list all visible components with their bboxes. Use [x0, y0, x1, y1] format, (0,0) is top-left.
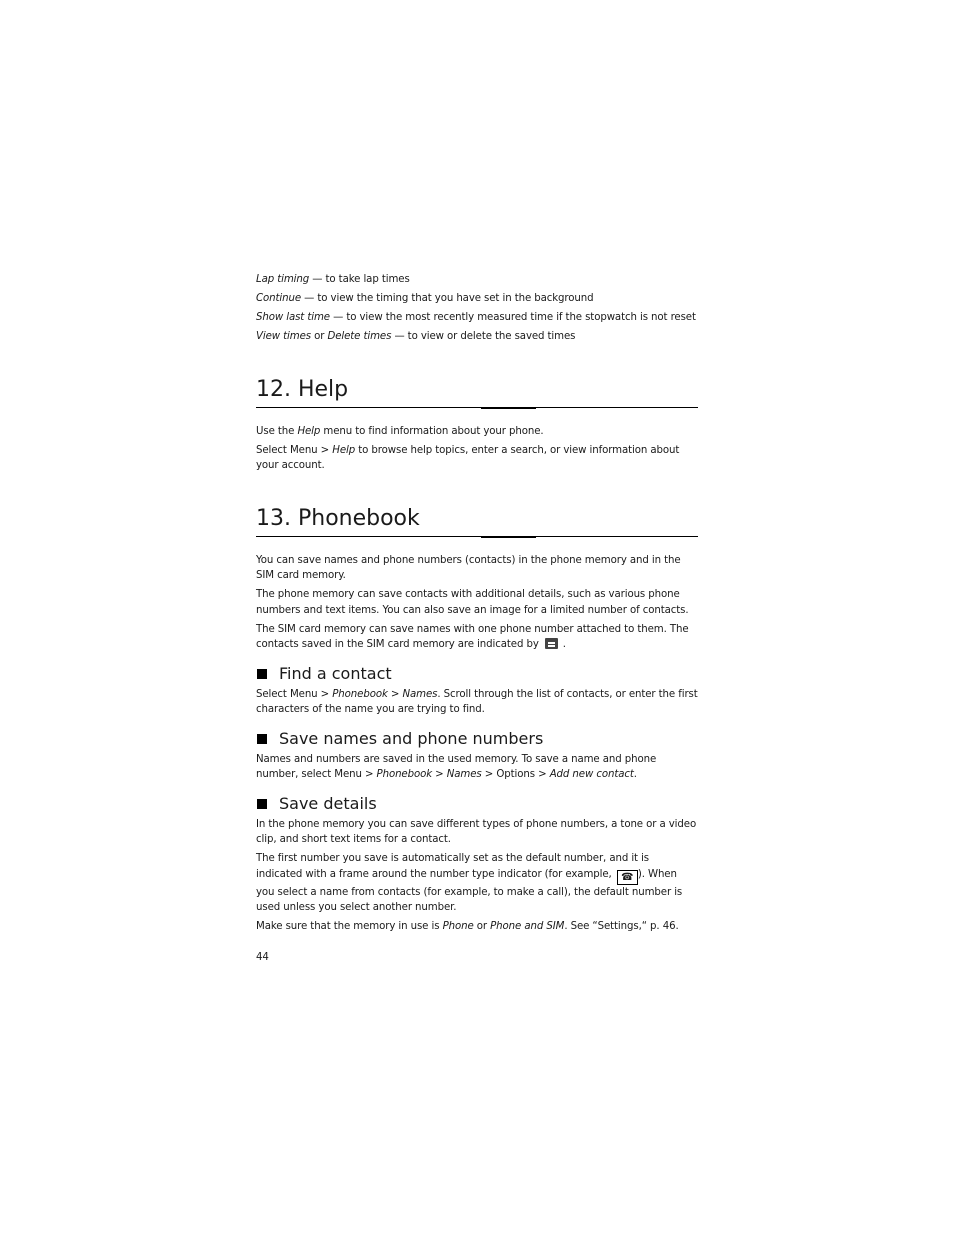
section-heading-save-details: Save details: [256, 793, 698, 815]
phonebook-paragraph: You can save names and phone numbers (contacts) in the phone memory and in the SIM card memory.: [256, 554, 681, 581]
section-heading-save-names: Save names and phone numbers: [256, 728, 698, 750]
save-details-paragraph: In the phone memory you can save different types of phone numbers, a tone or a video clip, and short text items for a contact.: [256, 818, 697, 845]
phonebook-body: [256, 553, 698, 653]
save-details-paragraph: Make sure that the memory in use is Phone or Phone and SIM. See “Settings,“ p. 46.: [256, 921, 679, 932]
chapter-heading-help: 12. Help: [256, 375, 698, 408]
save-details-paragraph: The first number you save is automatically set as the default number, and it is indicated with a frame around the number type indicator (for example, ☎ ). When you select a name from contacts (for example, to make a call), the default number is used unless you select another number.: [256, 853, 683, 913]
manual-page: [256, 272, 698, 965]
stopwatch-option: Continue — to view the timing that you have set in the background: [256, 293, 594, 304]
page-number: 44: [256, 951, 269, 963]
help-body: [256, 424, 698, 474]
stopwatch-options: [256, 272, 698, 345]
stopwatch-option: Show last time — to view the most recently measured time if the stopwatch is not reset: [256, 312, 696, 323]
section-heading-find-contact: Find a contact: [256, 663, 698, 685]
sim-card-icon: [545, 637, 559, 650]
save-names-paragraph: Names and numbers are saved in the used memory. To save a name and phone number, select Menu > Phonebook > Names > Options > Add new contact.: [256, 753, 657, 780]
chapter-heading-phonebook: 13. Phonebook: [256, 504, 698, 537]
stopwatch-option: View times or Delete times — to view or delete the saved times: [256, 331, 576, 342]
phone-icon: ☎: [617, 870, 638, 885]
save-details-body: [256, 817, 698, 935]
phonebook-paragraph: The phone memory can save contacts with additional details, such as various phone numbers and text items. You can also save an image for a limited number of contacts.: [256, 589, 689, 616]
phonebook-paragraph: The SIM card memory can save names with one phone number attached to them. The contacts saved in the SIM card memory are indicated by .: [256, 623, 689, 650]
bullet-square-icon: [257, 734, 267, 744]
stopwatch-option: Lap timing — to take lap times: [256, 274, 410, 285]
bullet-square-icon: [257, 799, 267, 809]
bullet-square-icon: [257, 669, 267, 679]
help-paragraph: Use the Help menu to find information about your phone.: [256, 425, 544, 437]
find-paragraph: Select Menu > Phonebook > Names. Scroll through the list of contacts, or enter the first characters of the name you are trying to find.: [256, 688, 698, 715]
help-paragraph: Select Menu > Help to browse help topics, enter a search, or view information about your account.: [256, 444, 680, 471]
